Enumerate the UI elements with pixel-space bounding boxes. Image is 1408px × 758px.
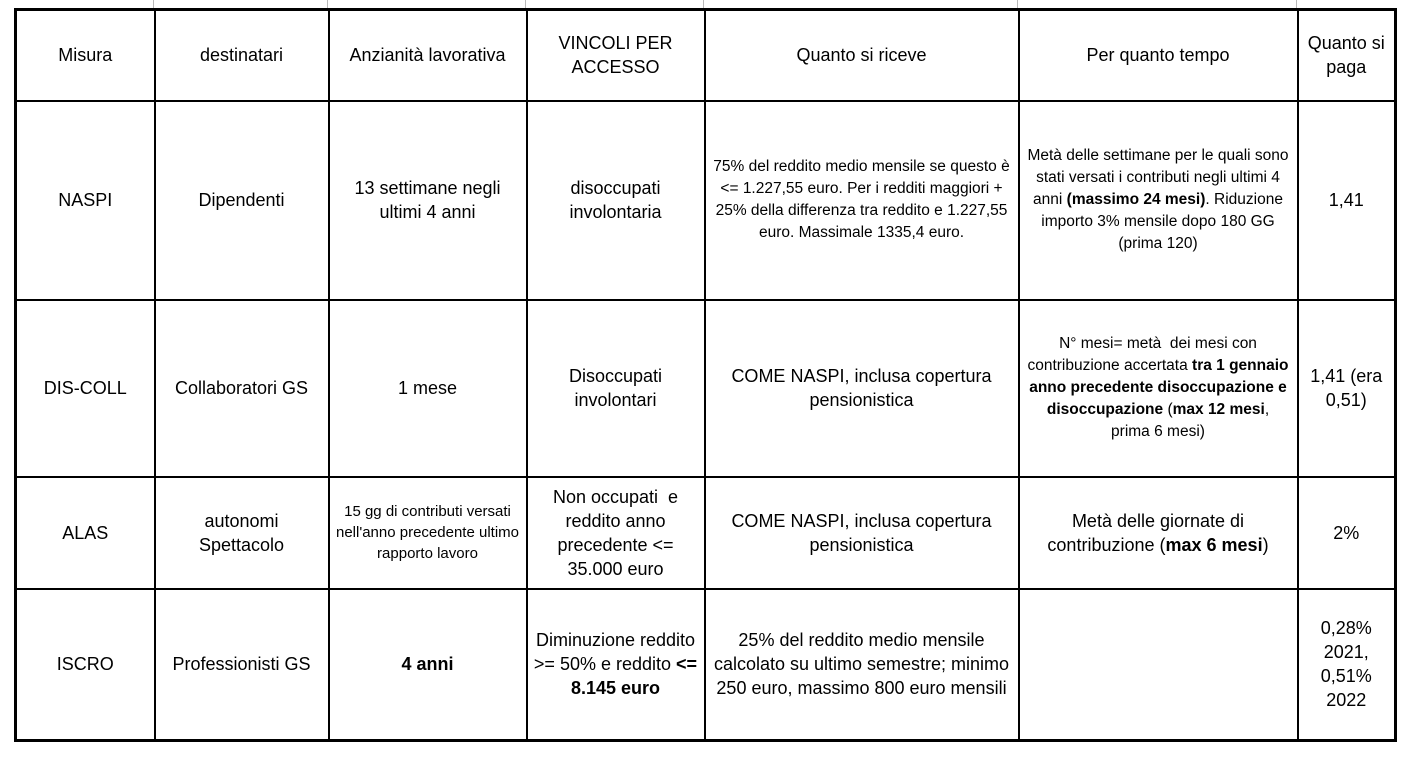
text-segment: disoccupati involontaria: [569, 178, 666, 222]
header-row: [16, 10, 1396, 101]
cell-destinatari: Dipendenti: [155, 101, 329, 300]
header-quanto-tempo: Per quanto tempo: [1019, 10, 1298, 101]
text-segment: Non occupati e reddito anno precedente <= 35.000 euro: [552, 486, 684, 579]
text-segment: N° mesi= metà dei mesi con contribuzione accertata: [1027, 335, 1262, 374]
cell-quanto-riceve: [705, 300, 1019, 477]
cell-destinatari: Professionisti GS: [155, 589, 329, 741]
top-gridline: [525, 0, 526, 8]
cell-anzianita: [329, 589, 527, 741]
cell-quanto-paga: 2%: [1298, 477, 1396, 589]
bold-text-segment: (massimo 24 mesi): [1066, 191, 1206, 208]
cell-quanto-paga: 1,41: [1298, 101, 1396, 300]
text-segment: Diminuzione reddito >= 50% e reddito: [533, 630, 701, 675]
bold-text-segment: <= 8.145 euro: [570, 654, 698, 699]
text-segment: Metà delle giornate di contribuzione (: [1047, 510, 1250, 555]
top-gridline: [703, 0, 704, 8]
cell-quanto-tempo: [1019, 300, 1298, 477]
cell-quanto-riceve: [705, 589, 1019, 741]
top-gridline: [327, 0, 328, 8]
table-row-alas: [16, 477, 1396, 589]
top-gridline: [1296, 0, 1297, 8]
cell-quanto-tempo: [1019, 101, 1298, 300]
text-segment: Disoccupati involontari: [568, 366, 668, 410]
text-segment: 75% del reddito medio mensile se questo è <= 1.227,55 euro. Per i redditi maggiori + 25% della differenza tra reddito e 1.227,55 euro. Massimale 1335,4 euro.: [713, 158, 1015, 241]
cell-quanto-paga: 0,28% 2021, 0,51% 2022: [1298, 589, 1396, 741]
top-gridline: [1017, 0, 1018, 8]
cell-misura: ALAS: [16, 477, 155, 589]
table-row-dis-coll: [16, 300, 1396, 477]
text-segment: (: [1163, 401, 1173, 418]
text-segment: COME NASPI, inclusa copertura pensionistica: [731, 366, 997, 410]
top-gridline: [153, 0, 154, 8]
header-quanto-paga: Quanto si paga: [1298, 10, 1396, 101]
text-segment: 25% del reddito medio mensile calcolato su ultimo semestre; minimo 250 euro, massimo 800 euro mensili: [713, 630, 1015, 699]
text-segment: 1 mese: [397, 378, 458, 398]
cell-vincoli: [527, 589, 705, 741]
text-segment: . Riduzione importo 3% mensile dopo 180 GG (prima 120): [1041, 191, 1288, 252]
cell-vincoli: [527, 300, 705, 477]
table-row-naspi: [16, 101, 1396, 300]
cell-anzianita: [329, 477, 527, 589]
text-segment: Metà delle settimane per le quali sono stati versati i contributi negli ultimi 4 anni: [1027, 147, 1293, 208]
cell-misura: NASPI: [16, 101, 155, 300]
header-destinatari: destinatari: [155, 10, 329, 101]
header-anzianita: Anzianità lavorativa: [329, 10, 527, 101]
comparison-table: [14, 8, 1397, 742]
cell-quanto-riceve: [705, 101, 1019, 300]
cell-anzianita: [329, 300, 527, 477]
cell-destinatari: autonomi Spettacolo: [155, 477, 329, 589]
cell-quanto-riceve: [705, 477, 1019, 589]
cell-vincoli: [527, 477, 705, 589]
header-quanto-riceve: Quanto si riceve: [705, 10, 1019, 101]
cell-destinatari: Collaboratori GS: [155, 300, 329, 477]
table-row-iscro: [16, 589, 1396, 741]
cell-quanto-tempo: [1019, 477, 1298, 589]
header-misura: Misura: [16, 10, 155, 101]
cell-vincoli: [527, 101, 705, 300]
text-segment: , prima 6 mesi): [1111, 401, 1274, 440]
cell-quanto-tempo: [1019, 589, 1298, 741]
bold-text-segment: max 6 mesi: [1165, 534, 1263, 555]
text-segment: 15 gg di contributi versati nell'anno precedente ultimo rapporto lavoro: [336, 503, 524, 562]
cell-quanto-paga: 1,41 (era 0,51): [1298, 300, 1396, 477]
cell-anzianita: [329, 101, 527, 300]
text-segment: ): [1262, 534, 1269, 555]
cell-misura: DIS-COLL: [16, 300, 155, 477]
header-vincoli: VINCOLI PER ACCESSO: [527, 10, 705, 101]
text-segment: COME NASPI, inclusa copertura pensionistica: [731, 510, 997, 555]
bold-text-segment: 4 anni: [401, 654, 454, 675]
cell-misura: ISCRO: [16, 589, 155, 741]
text-segment: 13 settimane negli ultimi 4 anni: [354, 178, 506, 222]
bold-text-segment: max 12 mesi: [1172, 401, 1265, 418]
bold-text-segment: tra 1 gennaio anno precedente disoccupazione e disoccupazione: [1029, 357, 1289, 418]
